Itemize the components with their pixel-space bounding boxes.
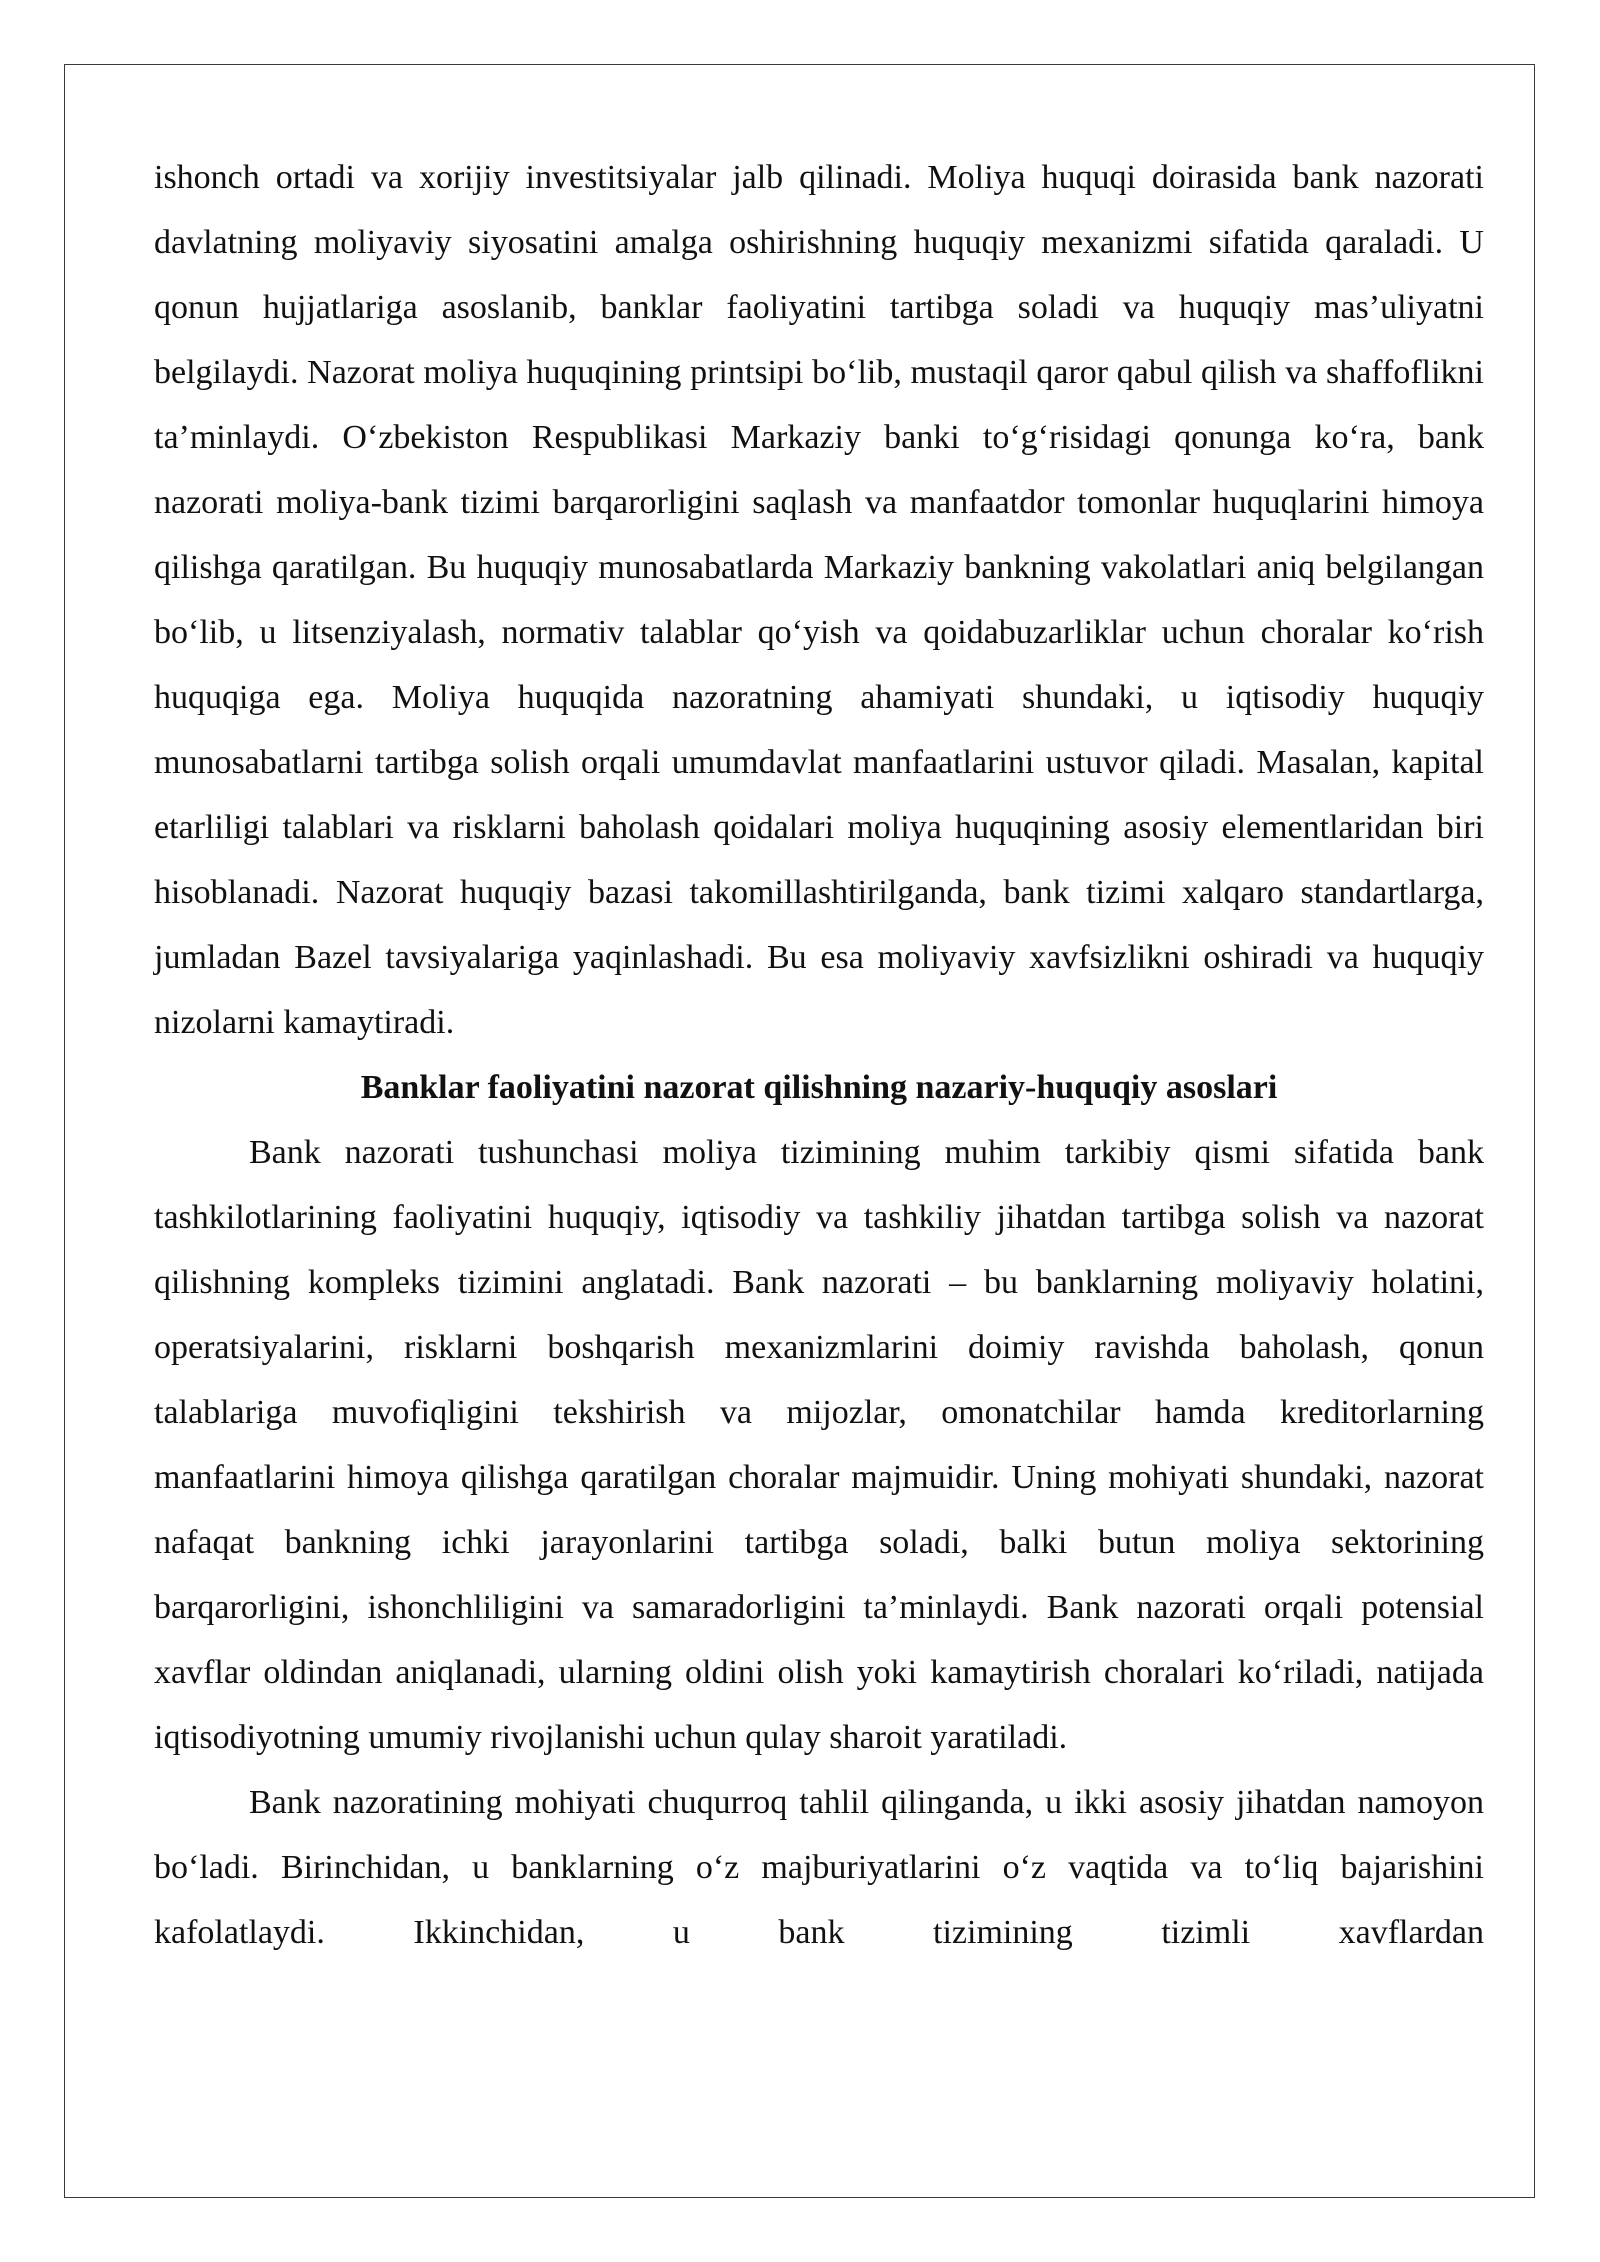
paragraph-bank-supervision-concept: Bank nazorati tushunchasi moliya tizimining muhim tarkibiy qismi sifatida bank tashkilotlarining faoliyatini huquqiy, iqtisodiy va tashkiliy jihatdan tartibga solish va nazorat qilishning kompleks tizimini anglatadi. Bank nazorati – bu banklarning moliyaviy holatini, operatsiyalarini, risklarni boshqarish mexanizmlarini doimiy ravishda baholash, qonun talablariga muvofiqligini tekshirish va mijozlar, omonatchilar hamda kreditorlarning manfaatlarini himoya qilishga qaratilgan choralar majmuidir. Uning mohiyati shundaki, nazorat nafaqat bankning ichki jarayonlarini tartibga soladi, balki butun moliya sektorining barqarorligini, ishonchliligini va samaradorligini ta’minlaydi. Bank nazorati orqali potensial xavflar oldindan aniqlanadi, ularning oldini olish yoki kamaytirish choralari ko‘riladi, natijada iqtisodiyotning umumiy rivojlanishi uchun qulay sharoit yaratiladi. <box>154 1134 1484 1756</box>
document-body <box>154 145 1484 1965</box>
paragraph-intro: ishonch ortadi va xorijiy investitsiyalar jalb qilinadi. Moliya huquqi doirasida bank nazorati davlatning moliyaviy siyosatini amalga oshirishning huquqiy mexanizmi sifatida qaraladi. U qonun hujjatlariga asoslanib, banklar faoliyatini tartibga soladi va huquqiy mas’uliyatni belgilaydi. Nazorat moliya huquqining printsipi bo‘lib, mustaqil qaror qabul qilish va shaffoflikni ta’minlaydi. O‘zbekiston Respublikasi Markaziy banki to‘g‘risidagi qonunga ko‘ra, bank nazorati moliya-bank tizimi barqarorligini saqlash va manfaatdor tomonlar huquqlarini himoya qilishga qaratilgan. Bu huquqiy munosabatlarda Markaziy bankning vakolatlari aniq belgilangan bo‘lib, u litsenziyalash, normativ talablar qo‘yish va qoidabuzarliklar uchun choralar ko‘rish huquqiga ega. Moliya huquqida nazoratning ahamiyati shundaki, u iqtisodiy huquqiy munosabatlarni tartibga solish orqali umumdavlat manfaatlarini ustuvor qiladi. Masalan, kapital etarliligi talablari va risklarni baholash qoidalari moliya huquqining asosiy elementlaridan biri hisoblanadi. Nazorat huquqiy bazasi takomillashtirilganda, bank tizimi xalqaro standartlarga, jumladan Bazel tavsiyalariga yaqinlashadi. Bu esa moliyaviy xavfsizlikni oshiradi va huquqiy nizolarni kamaytiradi. <box>154 159 1484 1041</box>
section-heading: Banklar faoliyatini nazorat qilishning nazariy-huquqiy asoslari <box>360 1069 1278 1106</box>
paragraph-bank-supervision-essence: Bank nazoratining mohiyati chuqurroq tahlil qilinganda, u ikki asosiy jihatdan namoyon bo‘ladi. Birinchidan, u banklarning o‘z majburiyatlarini o‘z vaqtida va to‘liq bajarishini kafolatlaydi. Ikkinchidan, u bank tizimining tizimli xavflardan <box>154 1784 1484 1951</box>
